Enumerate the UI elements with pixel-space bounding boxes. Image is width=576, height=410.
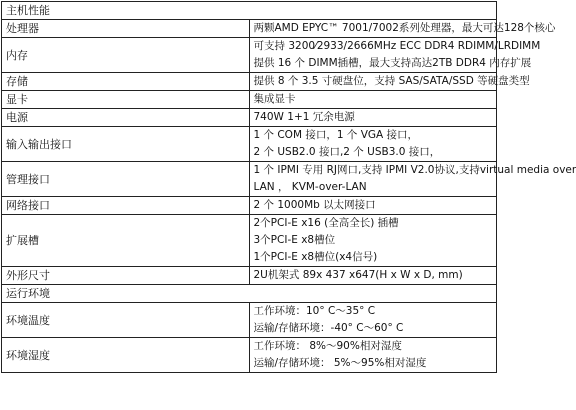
spec-value-line: 集成显卡 bbox=[253, 93, 296, 105]
spec-row bbox=[2, 91, 497, 109]
spec-label: 处理器 bbox=[2, 20, 250, 38]
spec-value-line: LAN ， KVM-over-LAN bbox=[253, 181, 367, 193]
spec-label: 电源 bbox=[2, 109, 250, 127]
spec-value bbox=[249, 303, 497, 338]
spec-row bbox=[2, 338, 497, 373]
spec-value-line: 提供 8 个 3.5 寸硬盘位，支持 SAS/SATA/SSD 等硬盘类型 bbox=[253, 75, 530, 87]
spec-table bbox=[1, 1, 576, 373]
spec-label: 扩展槽 bbox=[2, 215, 250, 267]
spec-row bbox=[2, 303, 497, 338]
section-title: 运行环境 bbox=[2, 285, 497, 303]
spec-value-line: 运输/存储环境：-40° C～60° C bbox=[253, 322, 404, 334]
spec-value-line: 工作环境： 8%～90%相对湿度 bbox=[253, 340, 402, 352]
spec-value-line: 1个PCI-E x8槽位(x4信号) bbox=[253, 251, 378, 263]
spec-value-line: 提供 16 个 DIMM插槽，最大支持高达2TB DDR4 内存扩展 bbox=[253, 57, 532, 69]
spec-label: 管理接口 bbox=[2, 162, 250, 197]
spec-value bbox=[249, 162, 576, 197]
spec-value-line: 740W 1+1 冗余电源 bbox=[253, 111, 355, 123]
spec-value-line: 2 个 USB2.0 接口,2 个 USB3.0 接口， bbox=[253, 146, 441, 158]
section-header-row bbox=[2, 2, 497, 20]
spec-row bbox=[2, 197, 497, 215]
spec-value bbox=[249, 109, 497, 127]
spec-row bbox=[2, 73, 497, 91]
spec-value bbox=[249, 91, 497, 109]
spec-value bbox=[249, 338, 497, 373]
spec-row bbox=[2, 109, 497, 127]
spec-value-line: 运输/存储环境： 5%～95%相对湿度 bbox=[253, 357, 427, 369]
spec-table-body bbox=[2, 2, 576, 373]
spec-label: 输入输出接口 bbox=[2, 127, 250, 162]
spec-label: 存储 bbox=[2, 73, 250, 91]
spec-value bbox=[249, 38, 541, 73]
spec-label: 环境湿度 bbox=[2, 338, 250, 373]
section-title: 主机性能 bbox=[2, 2, 497, 20]
spec-label: 内存 bbox=[2, 38, 250, 73]
spec-value bbox=[249, 197, 497, 215]
spec-value-line: 2 个 1000Mb 以太网接口 bbox=[253, 199, 376, 211]
spec-row bbox=[2, 215, 497, 267]
spec-row bbox=[2, 127, 497, 162]
spec-label: 外形尺寸 bbox=[2, 267, 250, 285]
spec-value bbox=[249, 127, 497, 162]
spec-value-line: 工作环境：10° C～35° C bbox=[253, 305, 376, 317]
spec-row bbox=[2, 162, 497, 197]
spec-row bbox=[2, 20, 497, 38]
spec-value-line: 3个PCI-E x8槽位 bbox=[253, 234, 336, 246]
spec-value-line: 1 个 IPMI 专用 RJ网口,支持 IPMI V2.0协议,支持virtual media over bbox=[253, 164, 576, 176]
spec-value bbox=[249, 73, 530, 91]
spec-row bbox=[2, 38, 497, 73]
spec-label: 网络接口 bbox=[2, 197, 250, 215]
spec-value bbox=[249, 267, 497, 285]
spec-value-line: 两颗AMD EPYC™ 7001/7002系列处理器，最大可达128个核心 bbox=[253, 22, 556, 34]
spec-label: 环境温度 bbox=[2, 303, 250, 338]
section-header-row bbox=[2, 285, 497, 303]
spec-value bbox=[249, 215, 497, 267]
spec-label: 显卡 bbox=[2, 91, 250, 109]
spec-value-line: 2个PCI-E x16 (全高全长) 插槽 bbox=[253, 217, 399, 229]
spec-value-line: 可支持 3200⁄2933/2666MHz ECC DDR4 RDIMM/LRDIMM bbox=[253, 40, 541, 52]
spec-value-line: 2U机架式 89x 437 x647(H x W x D, mm) bbox=[253, 269, 463, 281]
spec-row bbox=[2, 267, 497, 285]
spec-value bbox=[249, 20, 556, 38]
spec-value-line: 1 个 COM 接口，1 个 VGA 接口， bbox=[253, 129, 419, 141]
